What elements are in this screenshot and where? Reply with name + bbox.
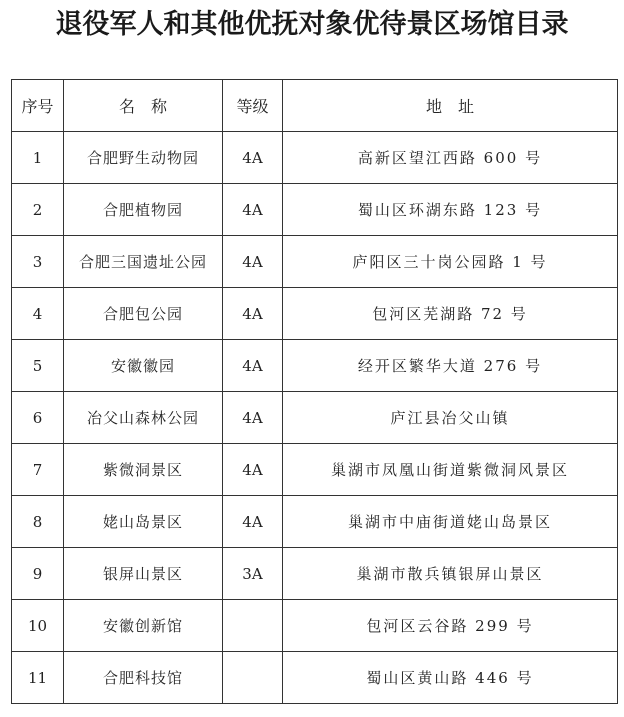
cell-level: 4A	[223, 132, 283, 184]
cell-name: 合肥植物园	[64, 184, 223, 236]
table-row	[12, 600, 618, 652]
cell-no: 8	[12, 496, 64, 548]
cell-name: 合肥三国遗址公园	[64, 236, 223, 288]
table-row	[12, 548, 618, 600]
cell-name: 姥山岛景区	[64, 496, 223, 548]
cell-name: 冶父山森林公园	[64, 392, 223, 444]
cell-address: 蜀山区环湖东路 123 号	[283, 184, 618, 236]
table-row	[12, 132, 618, 184]
table-row	[12, 444, 618, 496]
cell-no: 11	[12, 652, 64, 704]
cell-name: 合肥野生动物园	[64, 132, 223, 184]
cell-level: 4A	[223, 184, 283, 236]
cell-address: 包河区芜湖路 72 号	[283, 288, 618, 340]
cell-no: 2	[12, 184, 64, 236]
cell-level	[223, 652, 283, 704]
cell-no: 5	[12, 340, 64, 392]
cell-level: 4A	[223, 496, 283, 548]
page-title: 退役军人和其他优抚对象优待景区场馆目录	[55, 9, 569, 40]
cell-name: 合肥包公园	[64, 288, 223, 340]
cell-no: 9	[12, 548, 64, 600]
cell-level: 4A	[223, 236, 283, 288]
cell-level: 3A	[223, 548, 283, 600]
cell-name: 银屏山景区	[64, 548, 223, 600]
cell-name: 安徽徽园	[64, 340, 223, 392]
table-row	[12, 496, 618, 548]
cell-address: 巢湖市散兵镇银屏山景区	[283, 548, 618, 600]
cell-address: 包河区云谷路 299 号	[283, 600, 618, 652]
cell-address: 蜀山区黄山路 446 号	[283, 652, 618, 704]
cell-address: 巢湖市凤凰山街道紫微洞风景区	[283, 444, 618, 496]
cell-level: 4A	[223, 340, 283, 392]
cell-level	[223, 600, 283, 652]
table-row	[12, 652, 618, 704]
table-row	[12, 184, 618, 236]
cell-address: 经开区繁华大道 276 号	[283, 340, 618, 392]
cell-name: 紫微洞景区	[64, 444, 223, 496]
cell-no: 10	[12, 600, 64, 652]
cell-level: 4A	[223, 444, 283, 496]
cell-no: 6	[12, 392, 64, 444]
table-row	[12, 392, 618, 444]
cell-address: 庐江县冶父山镇	[283, 392, 618, 444]
cell-address: 高新区望江西路 600 号	[283, 132, 618, 184]
table-row	[12, 340, 618, 392]
header-no: 序号	[12, 80, 64, 132]
table-row	[12, 236, 618, 288]
table-row	[12, 288, 618, 340]
header-name: 名 称	[64, 80, 223, 132]
table-header-row	[12, 80, 618, 132]
header-address: 地 址	[283, 80, 618, 132]
cell-name: 安徽创新馆	[64, 600, 223, 652]
cell-no: 4	[12, 288, 64, 340]
cell-level: 4A	[223, 288, 283, 340]
cell-no: 3	[12, 236, 64, 288]
venue-table	[11, 79, 618, 704]
cell-address: 庐阳区三十岗公园路 1 号	[283, 236, 618, 288]
cell-name: 合肥科技馆	[64, 652, 223, 704]
cell-level: 4A	[223, 392, 283, 444]
header-level: 等级	[223, 80, 283, 132]
cell-address: 巢湖市中庙街道姥山岛景区	[283, 496, 618, 548]
cell-no: 1	[12, 132, 64, 184]
cell-no: 7	[12, 444, 64, 496]
